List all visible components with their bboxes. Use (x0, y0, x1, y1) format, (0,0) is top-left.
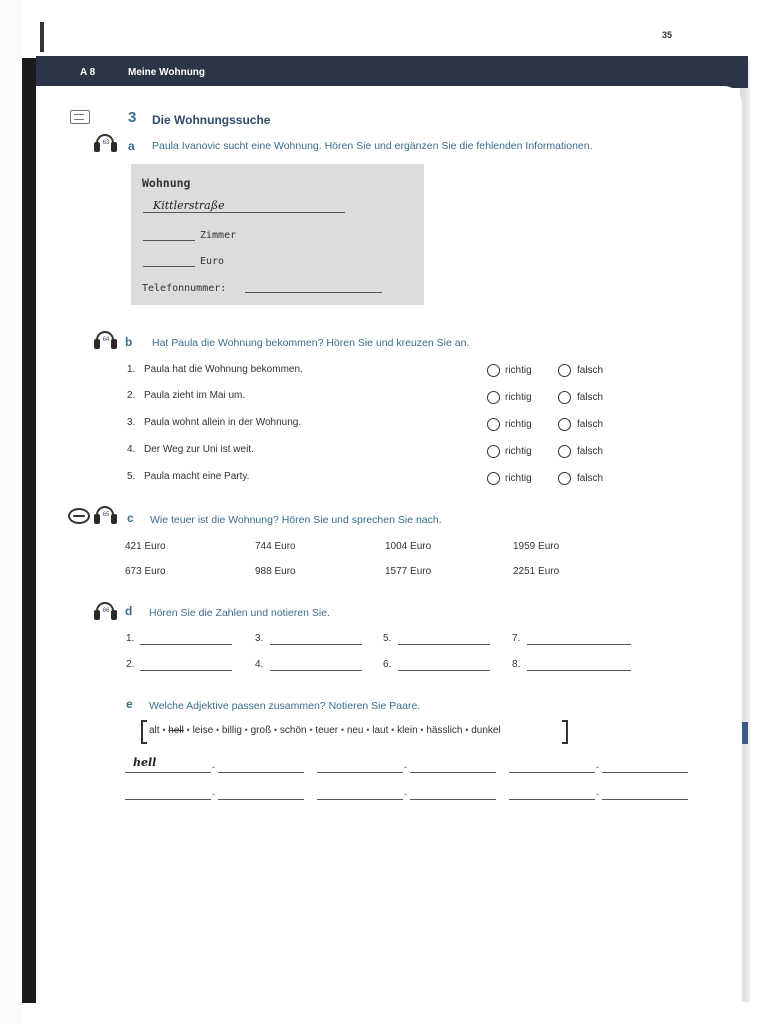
pair-field[interactable] (125, 799, 211, 800)
form-title: Wohnung (142, 176, 191, 190)
number-answer-field[interactable] (527, 670, 631, 671)
number-label: 2. (126, 659, 135, 670)
example-answer: hell (133, 756, 157, 769)
instruction-c: Wie teuer ist die Wohnung? Hören Sie und sprechen Sie nach. (150, 514, 442, 526)
number-answer-field[interactable] (270, 644, 362, 645)
word-separator: • (273, 725, 278, 735)
price-item: 744 Euro (255, 541, 296, 552)
pair-field[interactable] (509, 772, 595, 773)
price-item: 1959 Euro (513, 541, 560, 552)
richtig-radio[interactable] (487, 391, 500, 404)
scan-margin (0, 0, 22, 1024)
chapter-title: Meine Wohnung (128, 67, 206, 78)
exercise-marker-icon (70, 110, 90, 124)
falsch-radio[interactable] (558, 364, 571, 377)
richtig-label: richtig (505, 446, 532, 457)
falsch-label: falsch (577, 473, 604, 484)
falsch-radio[interactable] (558, 445, 571, 458)
phone-label: Telefonnummer: (142, 283, 227, 294)
word: hässlich (426, 725, 463, 736)
pair-field[interactable] (317, 772, 403, 773)
word: klein (397, 725, 418, 736)
speaking-icon (68, 508, 90, 524)
instruction-d: Hören Sie die Zahlen und notieren Sie. (149, 607, 330, 619)
pair-dash: - (596, 789, 599, 799)
instruction-a: Paula Ivanovic sucht eine Wohnung. Hören Sie und ergänzen Sie die fehlenden Informationen. (152, 140, 593, 152)
pair-dash: - (212, 789, 215, 799)
number-answer-field[interactable] (527, 644, 631, 645)
statement-text: Der Weg zur Uni ist weit. (144, 444, 254, 455)
instruction-e: Welche Adjektive passen zusammen? Notieren Sie Paare. (149, 700, 421, 712)
price-item: 1004 Euro (385, 541, 432, 552)
rooms-label: Zimmer (200, 230, 237, 241)
part-letter-e: e (126, 697, 133, 711)
falsch-radio[interactable] (558, 391, 571, 404)
page-number: 35 (662, 30, 673, 40)
part-letter-d: d (125, 604, 133, 618)
falsch-label: falsch (577, 446, 604, 457)
word: groß (250, 725, 272, 736)
falsch-label: falsch (577, 392, 604, 403)
unit-label: A 8 (80, 67, 96, 78)
statement-number: 2. (127, 390, 136, 401)
pair-field[interactable] (218, 772, 304, 773)
word: dunkel (471, 725, 501, 736)
price-item: 2251 Euro (513, 566, 560, 577)
word-separator: • (391, 725, 395, 735)
pair-dash: - (596, 762, 599, 772)
binding-edge (40, 22, 44, 52)
pair-dash: - (212, 762, 215, 772)
falsch-label: falsch (577, 419, 604, 430)
word-box-bracket (141, 720, 147, 744)
richtig-radio[interactable] (487, 418, 500, 431)
number-label: 7. (512, 633, 521, 644)
pair-field[interactable] (218, 799, 304, 800)
binding-spine (22, 58, 36, 1003)
pair-field[interactable] (410, 799, 496, 800)
falsch-label: falsch (577, 365, 604, 376)
word-box-bracket (562, 720, 568, 744)
exercise-number: 3 (128, 109, 137, 126)
part-letter-c: c (127, 511, 134, 525)
pair-field[interactable] (602, 799, 688, 800)
richtig-radio[interactable] (487, 364, 500, 377)
track-number: 64 (102, 337, 110, 343)
price-field[interactable] (143, 266, 195, 267)
word: neu (346, 725, 364, 736)
word: billig (221, 725, 242, 736)
street-field[interactable] (143, 212, 345, 213)
pair-field[interactable] (410, 772, 496, 773)
phone-field[interactable] (245, 292, 382, 293)
word-separator: • (366, 725, 370, 735)
number-label: 8. (512, 659, 521, 670)
pair-field[interactable] (317, 799, 403, 800)
street-value: Kittlerstraße (153, 199, 225, 212)
number-label: 4. (255, 659, 264, 670)
word: leise (192, 725, 214, 736)
headphones-icon (94, 331, 118, 349)
number-answer-field[interactable] (140, 670, 232, 671)
word-bank (149, 725, 501, 736)
word-separator: • (162, 725, 166, 735)
pair-field[interactable] (125, 772, 211, 773)
number-label: 5. (383, 633, 392, 644)
price-item: 1577 Euro (385, 566, 432, 577)
number-answer-field[interactable] (270, 670, 362, 671)
price-item: 421 Euro (125, 541, 166, 552)
word: schön (279, 725, 307, 736)
falsch-radio[interactable] (558, 418, 571, 431)
number-answer-field[interactable] (140, 644, 232, 645)
richtig-label: richtig (505, 419, 532, 430)
statement-number: 1. (127, 364, 136, 375)
pair-field[interactable] (509, 799, 595, 800)
statement-text: Paula wohnt allein in der Wohnung. (144, 417, 302, 428)
falsch-radio[interactable] (558, 472, 571, 485)
richtig-label: richtig (505, 365, 532, 376)
word-separator: • (215, 725, 220, 735)
chapter-header (36, 56, 748, 88)
pair-dash: - (404, 762, 407, 772)
pair-dash: - (404, 789, 407, 799)
euro-label: Euro (200, 256, 225, 267)
exercise-title: Die Wohnungssuche (152, 113, 271, 127)
richtig-label: richtig (505, 392, 532, 403)
pair-field[interactable] (602, 772, 688, 773)
number-label: 1. (126, 633, 135, 644)
rooms-field[interactable] (143, 240, 195, 241)
word-separator: • (340, 725, 345, 735)
track-number: 66 (102, 608, 110, 614)
word-used: hell (168, 725, 184, 736)
word-separator: • (244, 725, 248, 735)
number-label: 3. (255, 633, 264, 644)
number-answer-field[interactable] (398, 670, 490, 671)
richtig-radio[interactable] (487, 445, 500, 458)
statement-text: Paula zieht im Mai um. (144, 390, 246, 401)
word-separator: • (420, 725, 424, 735)
number-answer-field[interactable] (398, 644, 490, 645)
price-item: 988 Euro (255, 566, 296, 577)
instruction-b: Hat Paula die Wohnung bekommen? Hören Sie und kreuzen Sie an. (152, 337, 470, 349)
track-number: 65 (102, 512, 110, 518)
word: alt (149, 725, 160, 736)
track-number: 63 (102, 140, 110, 146)
price-item: 673 Euro (125, 566, 166, 577)
richtig-label: richtig (505, 473, 532, 484)
word: laut (372, 725, 389, 736)
statement-text: Paula hat die Wohnung bekommen. (144, 364, 303, 375)
headphones-icon (94, 134, 118, 152)
statement-number: 4. (127, 444, 136, 455)
part-letter-a: a (128, 139, 135, 153)
word-separator: • (309, 725, 313, 735)
word-separator: • (465, 725, 469, 735)
headphones-icon (94, 602, 118, 620)
statement-text: Paula macht eine Party. (144, 471, 250, 482)
richtig-radio[interactable] (487, 472, 500, 485)
word: teuer (315, 725, 339, 736)
word-separator: • (186, 725, 190, 735)
headphones-icon (94, 506, 118, 524)
number-label: 6. (383, 659, 392, 670)
part-letter-b: b (125, 335, 133, 349)
statement-number: 3. (127, 417, 136, 428)
statement-number: 5. (127, 471, 136, 482)
